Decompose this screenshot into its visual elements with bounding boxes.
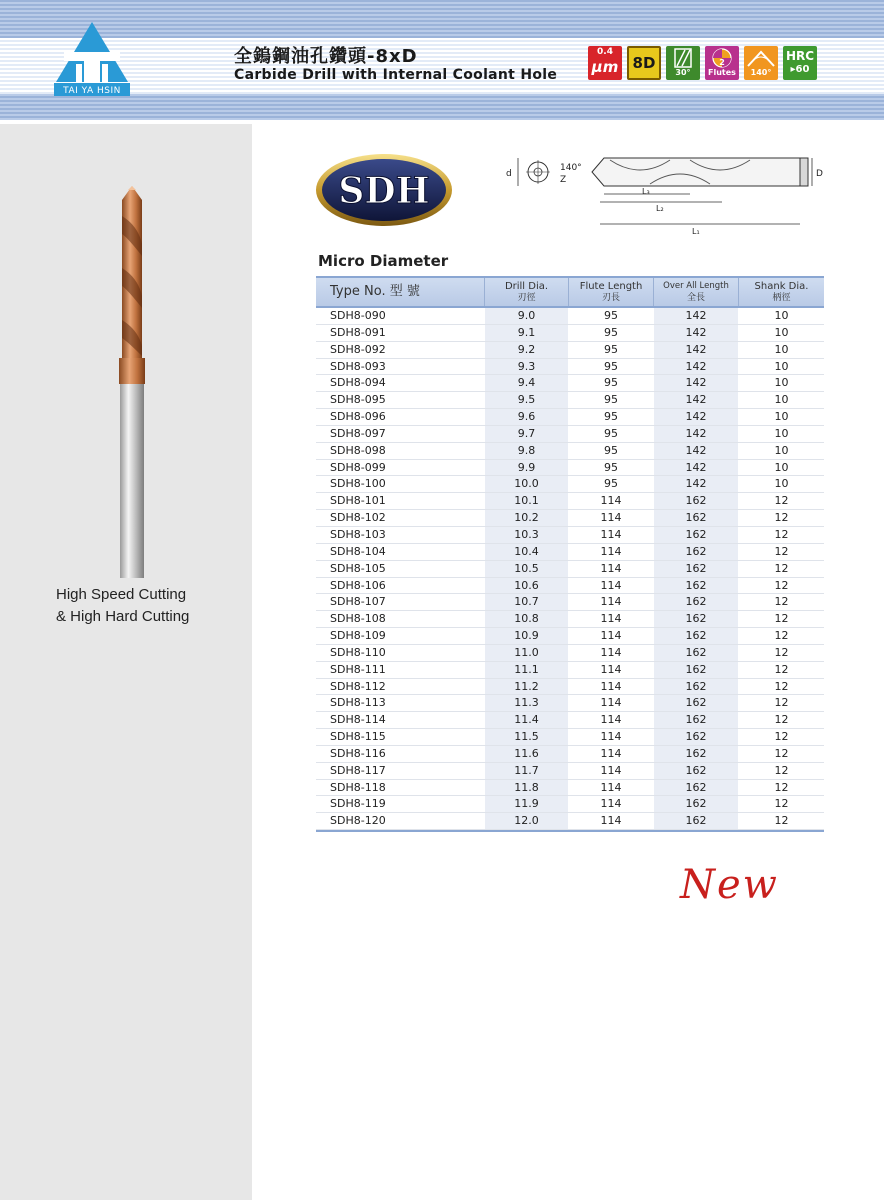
svg-text:L₁: L₁: [692, 227, 700, 236]
cell-overall-length: 162: [653, 729, 738, 745]
cell-shank-dia: 10: [738, 476, 824, 492]
cell-overall-length: 162: [653, 594, 738, 610]
table-row: [316, 611, 824, 628]
cell-drill-dia: 10.1: [484, 493, 568, 509]
cell-drill-dia: 11.9: [484, 796, 568, 812]
company-name: TAI YA HSIN: [63, 86, 121, 96]
cell-shank-dia: 12: [738, 746, 824, 762]
cell-flute-length: 114: [568, 510, 653, 526]
header-type-no: Type No. 型 號: [330, 284, 420, 299]
cell-shank-dia: 12: [738, 611, 824, 627]
cell-flute-length: 114: [568, 662, 653, 678]
cell-overall-length: 162: [653, 544, 738, 560]
cell-overall-length: 142: [653, 426, 738, 442]
table-row: [316, 359, 824, 376]
cell-type-no: SDH8-120: [330, 814, 386, 828]
table-row: [316, 780, 824, 797]
table-row: [316, 679, 824, 696]
cell-overall-length: 142: [653, 359, 738, 375]
svg-text:d: d: [506, 169, 512, 179]
cell-type-no: SDH8-094: [330, 376, 386, 390]
cell-drill-dia: 11.3: [484, 695, 568, 711]
cell-type-no: SDH8-099: [330, 460, 386, 474]
cell-drill-dia: 9.2: [484, 342, 568, 358]
cell-shank-dia: 12: [738, 796, 824, 812]
cell-overall-length: 162: [653, 662, 738, 678]
cell-type-no: SDH8-102: [330, 511, 386, 525]
svg-text:L₂: L₂: [656, 204, 664, 213]
cell-shank-dia: 12: [738, 645, 824, 661]
feature-line-1: High Speed Cutting: [56, 586, 187, 603]
cell-overall-length: 162: [653, 763, 738, 779]
drill-bit-image: [108, 186, 156, 582]
cell-overall-length: 142: [653, 308, 738, 324]
cell-flute-length: 95: [568, 460, 653, 476]
table-row: [316, 342, 824, 359]
cell-overall-length: 142: [653, 443, 738, 459]
cell-flute-length: 114: [568, 527, 653, 543]
cell-drill-dia: 10.9: [484, 628, 568, 644]
cell-type-no: SDH8-113: [330, 696, 386, 710]
cell-overall-length: 162: [653, 493, 738, 509]
cell-drill-dia: 10.2: [484, 510, 568, 526]
svg-text:140°: 140°: [560, 163, 582, 173]
cell-overall-length: 162: [653, 695, 738, 711]
tolerance-badge: 0.4 μm: [588, 46, 622, 80]
cell-overall-length: 162: [653, 611, 738, 627]
cell-flute-length: 114: [568, 729, 653, 745]
cell-flute-length: 114: [568, 493, 653, 509]
cell-type-no: SDH8-112: [330, 679, 386, 693]
spec-table: [316, 276, 824, 832]
cell-flute-length: 114: [568, 763, 653, 779]
cell-drill-dia: 12.0: [484, 813, 568, 829]
table-row: [316, 375, 824, 392]
cell-drill-dia: 10.7: [484, 594, 568, 610]
cell-flute-length: 114: [568, 561, 653, 577]
cell-shank-dia: 12: [738, 561, 824, 577]
cell-drill-dia: 10.0: [484, 476, 568, 492]
point-angle-icon: [744, 46, 778, 70]
new-product-mark: New: [680, 862, 779, 908]
cell-drill-dia: 9.1: [484, 325, 568, 341]
cell-drill-dia: 9.0: [484, 308, 568, 324]
cell-type-no: SDH8-117: [330, 763, 386, 777]
cell-overall-length: 142: [653, 409, 738, 425]
cell-flute-length: 95: [568, 443, 653, 459]
cell-flute-length: 95: [568, 308, 653, 324]
flutes-badge: 2 Flutes: [705, 46, 739, 80]
cell-flute-length: 114: [568, 796, 653, 812]
cell-drill-dia: 9.4: [484, 375, 568, 391]
cell-shank-dia: 10: [738, 342, 824, 358]
table-row: [316, 763, 824, 780]
cell-flute-length: 114: [568, 679, 653, 695]
length-ratio-badge: 8D: [627, 46, 661, 80]
cell-shank-dia: 12: [738, 780, 824, 796]
cell-flute-length: 95: [568, 392, 653, 408]
cell-shank-dia: 12: [738, 510, 824, 526]
table-row: [316, 392, 824, 409]
cell-flute-length: 114: [568, 746, 653, 762]
hardness-badge: HRC ▸60: [783, 46, 817, 80]
cell-type-no: SDH8-093: [330, 359, 386, 373]
table-row: [316, 308, 824, 325]
cell-overall-length: 162: [653, 510, 738, 526]
cell-shank-dia: 10: [738, 443, 824, 459]
series-logo: [314, 152, 454, 228]
table-row: [316, 662, 824, 679]
spec-badges: [588, 46, 817, 80]
header-flute-length: Flute Length 刃長: [568, 278, 653, 306]
cell-overall-length: 162: [653, 527, 738, 543]
svg-text:D: D: [816, 169, 823, 179]
cell-drill-dia: 9.8: [484, 443, 568, 459]
cell-type-no: SDH8-098: [330, 443, 386, 457]
cell-drill-dia: 11.1: [484, 662, 568, 678]
table-row: [316, 594, 824, 611]
cell-flute-length: 114: [568, 780, 653, 796]
cell-drill-dia: 9.5: [484, 392, 568, 408]
header-drill-dia: Drill Dia. 刃徑: [484, 278, 568, 306]
cell-type-no: SDH8-096: [330, 410, 386, 424]
cell-drill-dia: 11.5: [484, 729, 568, 745]
cell-type-no: SDH8-119: [330, 797, 386, 811]
cell-flute-length: 95: [568, 426, 653, 442]
cell-shank-dia: 12: [738, 813, 824, 829]
cell-flute-length: 114: [568, 712, 653, 728]
cell-shank-dia: 12: [738, 578, 824, 594]
cell-type-no: SDH8-118: [330, 780, 386, 794]
cell-type-no: SDH8-097: [330, 426, 386, 440]
cell-shank-dia: 12: [738, 679, 824, 695]
table-bottom-rule: [316, 830, 824, 832]
cell-overall-length: 162: [653, 780, 738, 796]
point-angle-badge: 140°: [744, 46, 778, 80]
helix-angle-badge: 30°: [666, 46, 700, 80]
cell-overall-length: 162: [653, 645, 738, 661]
helix-icon: [666, 46, 700, 70]
cell-drill-dia: 10.8: [484, 611, 568, 627]
cell-drill-dia: 9.6: [484, 409, 568, 425]
feature-line-2: & High Hard Cutting: [56, 608, 190, 625]
cell-overall-length: 162: [653, 712, 738, 728]
cell-type-no: SDH8-095: [330, 393, 386, 407]
cell-drill-dia: 9.7: [484, 426, 568, 442]
cell-flute-length: 114: [568, 645, 653, 661]
cell-type-no: SDH8-115: [330, 730, 386, 744]
cell-drill-dia: 10.6: [484, 578, 568, 594]
cell-flute-length: 114: [568, 611, 653, 627]
cell-overall-length: 142: [653, 460, 738, 476]
cell-shank-dia: 12: [738, 628, 824, 644]
cell-type-no: SDH8-100: [330, 477, 386, 491]
page-title-chinese: 全鎢鋼油孔鑽頭-8xD: [234, 46, 418, 67]
cell-shank-dia: 12: [738, 493, 824, 509]
cell-flute-length: 95: [568, 476, 653, 492]
cell-type-no: SDH8-116: [330, 746, 386, 760]
cell-flute-length: 114: [568, 578, 653, 594]
table-row: [316, 493, 824, 510]
cell-flute-length: 95: [568, 375, 653, 391]
section-title: Micro Diameter: [318, 252, 449, 270]
cell-overall-length: 162: [653, 746, 738, 762]
cell-overall-length: 162: [653, 796, 738, 812]
cell-shank-dia: 12: [738, 544, 824, 560]
cell-overall-length: 162: [653, 628, 738, 644]
table-row: [316, 628, 824, 645]
table-row: [316, 325, 824, 342]
feature-text: [56, 584, 189, 628]
table-body: [316, 308, 824, 830]
cell-shank-dia: 12: [738, 695, 824, 711]
header-banner: [0, 0, 884, 120]
cell-flute-length: 95: [568, 359, 653, 375]
cell-type-no: SDH8-108: [330, 612, 386, 626]
cell-overall-length: 142: [653, 325, 738, 341]
drill-dimension-diagram: [500, 150, 830, 238]
table-row: [316, 813, 824, 830]
cell-overall-length: 142: [653, 375, 738, 391]
header-overall-length: Over All Length 全長: [653, 278, 738, 306]
table-row: [316, 729, 824, 746]
table-header: [316, 276, 824, 308]
header-shank-dia: Shank Dia. 柄徑: [738, 278, 824, 306]
cell-overall-length: 142: [653, 342, 738, 358]
cell-drill-dia: 11.7: [484, 763, 568, 779]
table-row: [316, 460, 824, 477]
page-title-english: Carbide Drill with Internal Coolant Hole: [234, 67, 558, 83]
table-row: [316, 645, 824, 662]
table-row: [316, 476, 824, 493]
cell-shank-dia: 10: [738, 325, 824, 341]
cell-shank-dia: 10: [738, 409, 824, 425]
cell-shank-dia: 10: [738, 392, 824, 408]
cell-type-no: SDH8-105: [330, 561, 386, 575]
table-row: [316, 527, 824, 544]
cell-drill-dia: 11.8: [484, 780, 568, 796]
cell-shank-dia: 12: [738, 729, 824, 745]
table-row: [316, 796, 824, 813]
cell-drill-dia: 11.6: [484, 746, 568, 762]
cell-overall-length: 142: [653, 392, 738, 408]
table-row: [316, 561, 824, 578]
cell-drill-dia: 11.2: [484, 679, 568, 695]
cell-shank-dia: 12: [738, 527, 824, 543]
table-row: [316, 695, 824, 712]
cell-overall-length: 162: [653, 679, 738, 695]
cell-drill-dia: 11.0: [484, 645, 568, 661]
cell-type-no: SDH8-104: [330, 544, 386, 558]
series-logo-text: SDH: [338, 170, 430, 212]
cell-type-no: SDH8-103: [330, 527, 386, 541]
cell-shank-dia: 12: [738, 763, 824, 779]
svg-text:L₃: L₃: [642, 187, 650, 196]
cell-shank-dia: 12: [738, 712, 824, 728]
table-row: [316, 510, 824, 527]
cell-shank-dia: 10: [738, 426, 824, 442]
cell-drill-dia: 10.4: [484, 544, 568, 560]
cell-overall-length: 162: [653, 578, 738, 594]
cell-flute-length: 114: [568, 813, 653, 829]
cell-drill-dia: 9.3: [484, 359, 568, 375]
cell-shank-dia: 12: [738, 594, 824, 610]
table-row: [316, 712, 824, 729]
cell-flute-length: 95: [568, 409, 653, 425]
cell-shank-dia: 12: [738, 662, 824, 678]
cell-type-no: SDH8-101: [330, 494, 386, 508]
table-row: [316, 443, 824, 460]
cell-type-no: SDH8-091: [330, 325, 386, 339]
cell-drill-dia: 10.3: [484, 527, 568, 543]
cell-drill-dia: 9.9: [484, 460, 568, 476]
cell-overall-length: 162: [653, 813, 738, 829]
cell-shank-dia: 10: [738, 359, 824, 375]
table-row: [316, 409, 824, 426]
cell-shank-dia: 10: [738, 308, 824, 324]
cell-type-no: SDH8-092: [330, 342, 386, 356]
cell-type-no: SDH8-106: [330, 578, 386, 592]
cell-shank-dia: 10: [738, 460, 824, 476]
cell-flute-length: 114: [568, 544, 653, 560]
svg-text:Z: Z: [560, 175, 567, 185]
cell-drill-dia: 10.5: [484, 561, 568, 577]
cell-type-no: SDH8-090: [330, 309, 386, 322]
table-row: [316, 746, 824, 763]
table-row: [316, 426, 824, 443]
cell-overall-length: 142: [653, 476, 738, 492]
cell-drill-dia: 11.4: [484, 712, 568, 728]
cell-type-no: SDH8-110: [330, 645, 386, 659]
cell-flute-length: 114: [568, 695, 653, 711]
table-row: [316, 578, 824, 595]
cell-flute-length: 114: [568, 594, 653, 610]
cell-type-no: SDH8-109: [330, 629, 386, 643]
cell-flute-length: 114: [568, 628, 653, 644]
cell-type-no: SDH8-114: [330, 713, 386, 727]
cell-type-no: SDH8-107: [330, 595, 386, 609]
cell-overall-length: 162: [653, 561, 738, 577]
cell-shank-dia: 10: [738, 375, 824, 391]
cell-type-no: SDH8-111: [330, 662, 386, 676]
table-row: [316, 544, 824, 561]
cell-flute-length: 95: [568, 325, 653, 341]
cell-flute-length: 95: [568, 342, 653, 358]
